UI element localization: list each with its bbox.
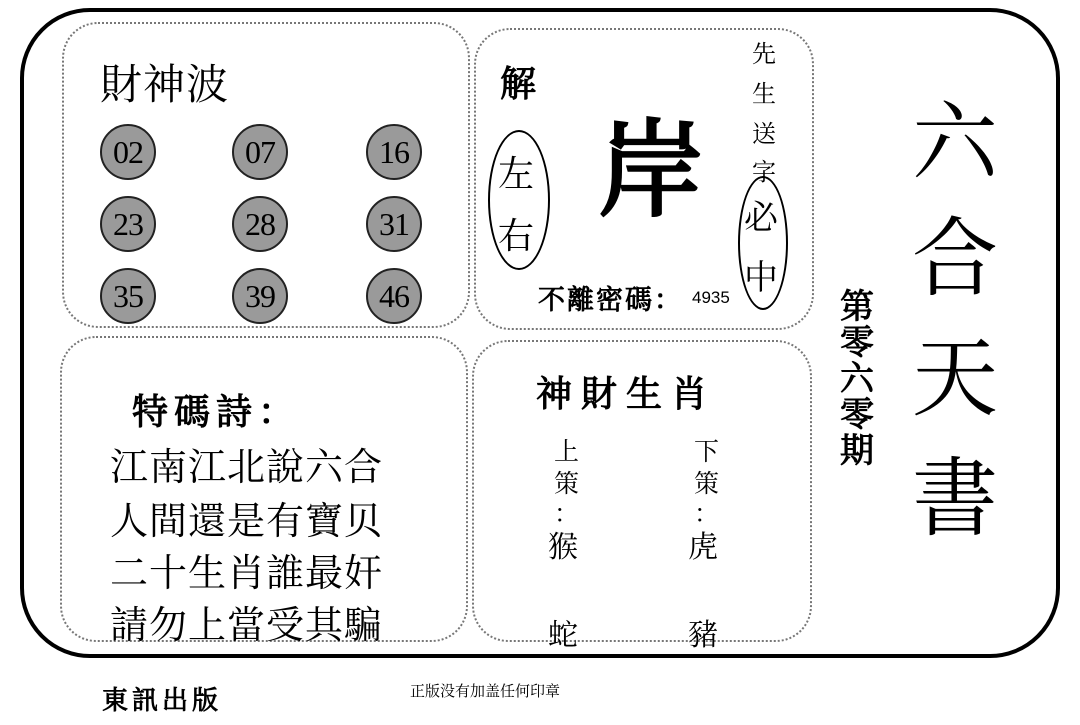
secret-code-label: 不離密碼： [538, 285, 683, 316]
number-ball: 23 [100, 196, 156, 252]
must-hit-char: 必 [744, 198, 778, 238]
issue-char: 第 [840, 287, 874, 327]
poem-title: 特碼詩： [132, 392, 301, 433]
lower-animal: 豬 [688, 618, 718, 653]
lower-animal: 虎 [688, 530, 718, 565]
upper-label-char: 策 [554, 469, 580, 498]
left-char: 左 [498, 154, 535, 195]
gift-char: 先 [752, 40, 776, 68]
number-ball: 31 [366, 196, 422, 252]
zodiac-title: 神財生肖 [536, 374, 717, 415]
authenticity-note: 正版没有加盖任何印章 [410, 682, 561, 700]
poem-line: 二十生肖誰最奸 [110, 551, 384, 595]
publisher-name: 東訊出版 [102, 686, 223, 716]
upper-label-char: 上 [554, 437, 580, 466]
book-title-char: 天 [912, 329, 998, 429]
poem-line: 請勿上當受其騙 [110, 603, 384, 647]
number-ball: 02 [100, 124, 156, 180]
lower-label-char: 策 [694, 469, 720, 498]
lower-label-char: 下 [694, 437, 720, 466]
book-title-char: 合 [912, 209, 998, 309]
right-char: 右 [498, 216, 535, 257]
number-ball: 35 [100, 268, 156, 324]
solve-label: 解 [500, 64, 537, 105]
upper-label-char: ： [554, 499, 580, 528]
issue-char: 六 [840, 359, 874, 399]
gift-char: 字 [752, 158, 776, 186]
must-hit-char: 中 [744, 258, 778, 298]
wealth-wave-title: 財神波 [100, 60, 230, 109]
upper-animal: 猴 [548, 530, 578, 565]
poem-line: 人間還是有寶贝 [110, 499, 384, 543]
secret-code-value: 4935 [692, 288, 730, 307]
poem-line: 江南江北說六合 [110, 445, 384, 489]
upper-animal: 蛇 [548, 618, 578, 653]
gift-char: 生 [752, 80, 776, 108]
issue-char: 零 [840, 395, 874, 435]
issue-char: 零 [840, 323, 874, 363]
issue-char: 期 [840, 431, 874, 471]
number-ball: 28 [232, 196, 288, 252]
number-ball: 39 [232, 268, 288, 324]
gift-char: 送 [752, 120, 776, 148]
number-ball: 46 [366, 268, 422, 324]
book-title-char: 六 [912, 93, 998, 193]
number-ball: 16 [366, 124, 422, 180]
main-character: 岸 [598, 109, 704, 232]
book-title-char: 書 [912, 449, 998, 549]
lower-label-char: ： [694, 499, 720, 528]
number-ball: 07 [232, 124, 288, 180]
